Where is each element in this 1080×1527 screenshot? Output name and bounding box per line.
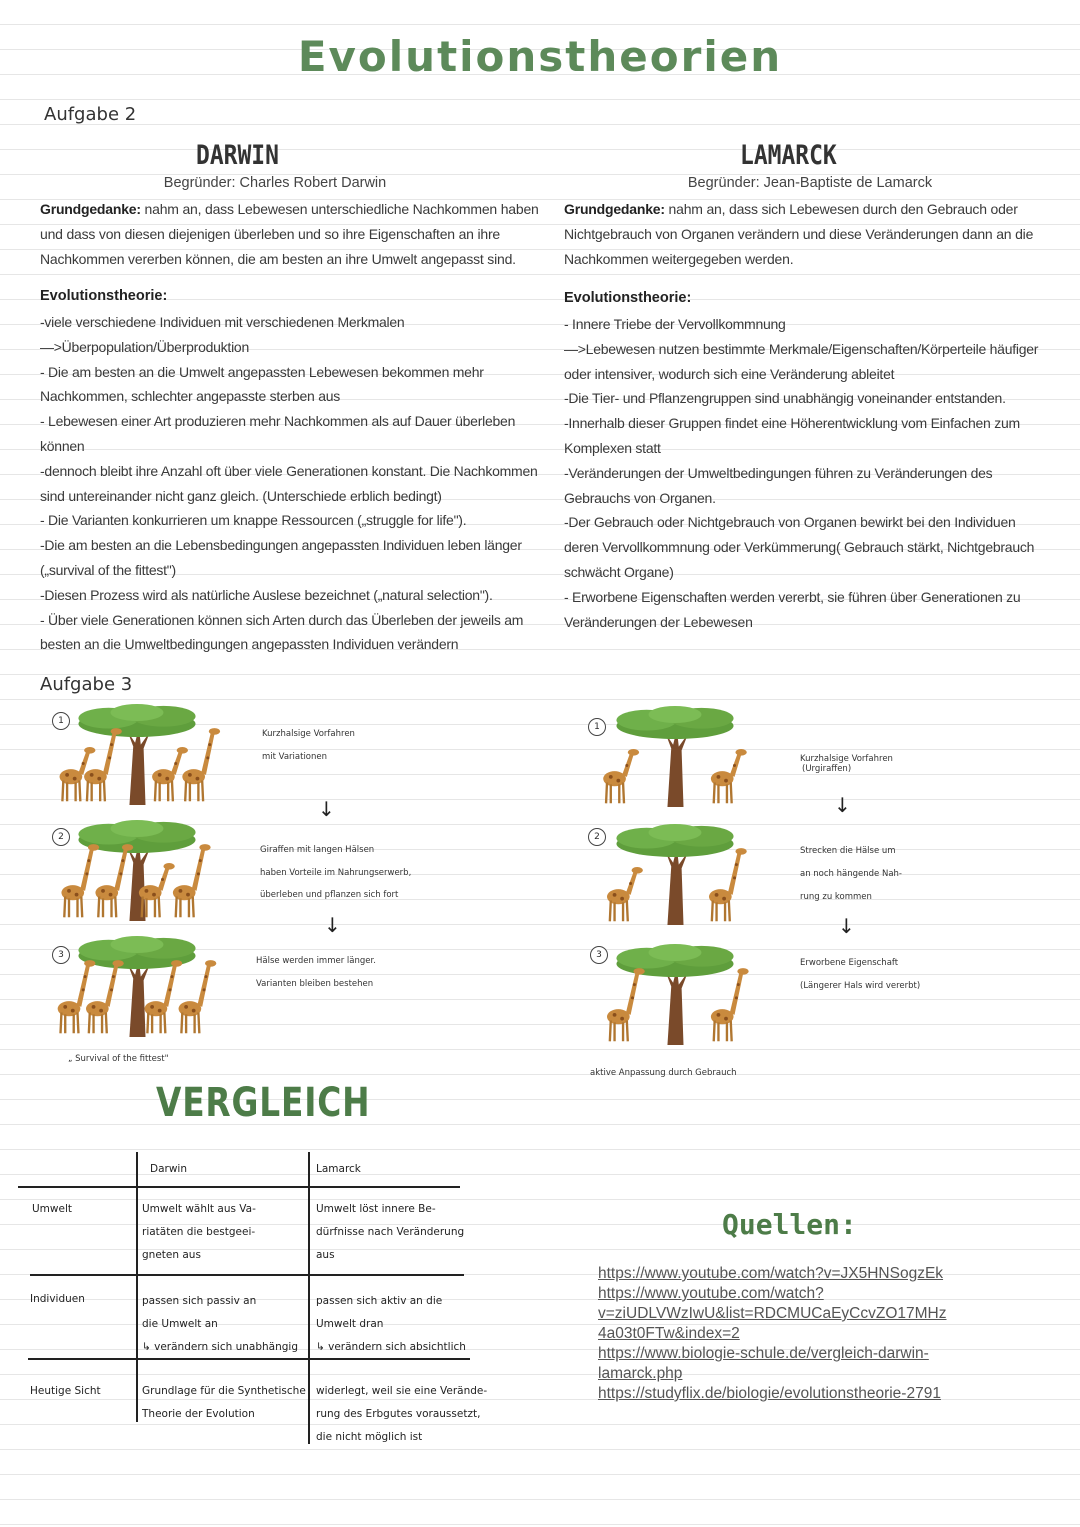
sources-list: [598, 1264, 1038, 1404]
list-item: - Die am besten an die Umwelt angepassten Lebewesen bekommen mehr: [40, 363, 484, 380]
comparison-col-lamarck: Lamarck: [316, 1163, 361, 1175]
comparison-cell: [316, 1380, 487, 1449]
lamarck-note-1-line: (Urgiraffen): [802, 764, 852, 774]
page-title: Evolutionstheorien: [297, 32, 783, 81]
darwin-grundgedanke-label: Grundgedanke:: [40, 201, 141, 217]
arrow-down-icon: ↓: [834, 793, 851, 817]
comparison-cell-line: widerlegt, weil sie eine Verände-: [316, 1385, 488, 1397]
comparison-cell-line: die nicht möglich ist: [316, 1431, 423, 1443]
comparison-cell-line: Umwelt dran: [316, 1318, 384, 1330]
list-item: -dennoch bleibt ihre Anzahl oft über viele Generationen konstant. Die Nachkommen: [40, 462, 538, 479]
list-item: können: [40, 437, 85, 454]
comparison-cell: [142, 1198, 256, 1267]
list-item: -Diesen Prozess wird als natürliche Auslese bezeichnet („natural selection").: [40, 586, 493, 603]
task-3-label: Aufgabe 3: [40, 674, 133, 695]
lamarck-stage-3-illustration: [590, 940, 760, 1050]
list-item: - Die Varianten konkurrieren um knappe Ressourcen („struggle for life").: [40, 512, 467, 529]
list-item: sind untereinander nicht ganz gleich. (Unterschiede erblich bedingt): [40, 487, 442, 504]
list-item: —>Überpopulation/Überproduktion: [40, 338, 249, 355]
comparison-cell-line: Grundlage für die Synthetische: [142, 1385, 306, 1397]
lamarck-diagram-caption: aktive Anpassung durch Gebrauch: [590, 1068, 737, 1078]
list-item: besten an die Umweltbedingungen angepassten Individuen verändern: [40, 636, 459, 653]
list-item: oder intensiver, wodurch sich eine Veränderung ableitet: [564, 365, 895, 382]
comparison-cell: [316, 1290, 466, 1359]
source-link[interactable]: v=ziUDLVWzIwU&list=RDCMUCaEyCcvZO17MHz: [598, 1305, 947, 1322]
comparison-row-label: Individuen: [30, 1293, 85, 1305]
darwin-note-3-line: Varianten bleiben bestehen: [256, 979, 374, 989]
darwin-note-1-line: Kurzhalsige Vorfahren: [262, 729, 355, 739]
darwin-note-2-line: haben Vorteile im Nahrungserwerb,: [260, 868, 412, 878]
darwin-diagram-caption: „ Survival of the fittest": [68, 1054, 169, 1064]
source-link[interactable]: https://www.youtube.com/watch?: [598, 1285, 824, 1302]
comparison-cell-line: rung des Erbgutes voraussetzt,: [316, 1408, 481, 1420]
darwin-stage-1-number: 1: [52, 712, 70, 730]
list-item: - Innere Triebe der Vervollkommnung: [564, 316, 786, 332]
table-vertical-line: [308, 1152, 310, 1444]
comparison-cell-line: Umwelt wählt aus Va-: [142, 1203, 256, 1215]
lamarck-theory-heading: Evolutionstheorie:: [564, 290, 692, 306]
list-item: - Über viele Generationen können sich Arten durch das Überleben der jeweils am: [40, 611, 524, 628]
comparison-row-label: Umwelt: [32, 1203, 72, 1215]
sources-heading: Quellen:: [722, 1208, 857, 1241]
comparison-cell-line: ↳ verändern sich absichtlich: [316, 1341, 466, 1353]
lamarck-note-2-line: an noch hängende Nah-: [800, 869, 902, 879]
table-vertical-line: [136, 1152, 138, 1422]
list-item: - Lebewesen einer Art produzieren mehr Nachkommen als auf Dauer überleben: [40, 413, 516, 430]
lamarck-note-2-line: rung zu kommen: [800, 892, 872, 902]
list-item: Gebrauchs von Organen.: [564, 489, 716, 506]
list-item: -Der Gebrauch oder Nichtgebrauch von Organen bewirkt bei den Individuen: [564, 514, 1016, 531]
darwin-note-1-line: mit Variationen: [262, 752, 328, 762]
darwin-grundgedanke: [40, 197, 540, 272]
source-link[interactable]: 4a03t0FTw&index=2: [598, 1325, 740, 1342]
comparison-cell-line: passen sich aktiv an die: [316, 1295, 443, 1307]
darwin-grundgedanke-line: Nachkommen vererben können, die am besten an ihre Umwelt angepasst sind.: [40, 251, 516, 267]
list-item: -Innerhalb dieser Gruppen findet eine Höherentwicklung vom Einfachen zum: [564, 415, 1020, 432]
lamarck-grundgedanke: [564, 197, 1054, 272]
comparison-cell: [142, 1290, 298, 1359]
darwin-theory-heading: Evolutionstheorie:: [40, 288, 168, 304]
comparison-cell-line: passen sich passiv an: [142, 1295, 257, 1307]
darwin-grundgedanke-line: nahm an, dass Lebewesen unterschiedliche Nachkommen haben: [140, 201, 539, 217]
arrow-down-icon: ↓: [318, 797, 335, 821]
list-item: („survival of the fittest"): [40, 561, 176, 578]
comparison-cell-line: gneten aus: [142, 1249, 201, 1261]
list-item: -Veränderungen der Umweltbedingungen führen zu Veränderungen des: [564, 464, 993, 481]
darwin-stage-3-illustration: [52, 932, 222, 1042]
comparison-cell: [316, 1198, 464, 1267]
lamarck-note-3-line: (Längerer Hals wird vererbt): [800, 981, 921, 991]
list-item: —>Lebewesen nutzen bestimmte Merkmale/Eigenschaften/Körperteile häufiger: [564, 340, 1039, 357]
comparison-row-label: Heutige Sicht: [30, 1385, 101, 1397]
lamarck-note-3-line: Erworbene Eigenschaft: [800, 958, 899, 968]
list-item: schwächt Organe): [564, 563, 674, 580]
comparison-cell-line: die Umwelt an: [142, 1318, 218, 1330]
list-item: - Erworbene Eigenschaften werden vererbt, sie führen über Generationen zu: [564, 588, 1021, 605]
lamarck-grundgedanke-line: Nichtgebrauch von Organen verändern und diese Veränderungen dann an die: [564, 226, 1034, 242]
lamarck-note-2-line: Strecken die Hälse um: [800, 846, 896, 856]
list-item: deren Vervollkommnung oder Verkümmerung( Gebrauch stärkt, Nichtgebrauch: [564, 539, 1035, 556]
lamarck-grundgedanke-label: Grundgedanke:: [564, 201, 665, 217]
darwin-note-2-line: Giraffen mit langen Hälsen: [260, 845, 375, 855]
lamarck-grundgedanke-line: nahm an, dass sich Lebewesen durch den Gebrauch oder: [664, 201, 1018, 217]
comparison-cell-line: aus: [316, 1249, 335, 1261]
comparison-cell-line: ↳ verändern sich unabhängig: [142, 1341, 299, 1353]
lamarck-founder: Begründer: Jean-Baptiste de Lamarck: [687, 175, 933, 191]
list-item: -Die Tier- und Pflanzengruppen sind unabhängig voneinander entstanden.: [564, 390, 1006, 407]
darwin-heading: DARWIN: [196, 140, 279, 171]
comparison-heading: VERGLEICH: [156, 1080, 371, 1126]
list-item: Nachkommen, schlechter angepasste sterben aus: [40, 388, 341, 405]
lamarck-heading: LAMARCK: [740, 140, 837, 171]
lamarck-stage-2-illustration: [590, 820, 760, 930]
list-item: Komplexen statt: [564, 439, 661, 456]
source-link[interactable]: https://www.biologie-schule.de/vergleich-darwin-: [598, 1345, 929, 1362]
lamarck-stage-1-illustration: [590, 702, 760, 812]
lamarck-stage-1-number: 1: [588, 718, 606, 736]
darwin-stage-2-number: 2: [52, 828, 70, 846]
comparison-cell: [142, 1380, 306, 1426]
list-item: -viele verschiedene Individuen mit verschiedenen Merkmalen: [40, 314, 405, 330]
table-horizontal-line: [18, 1186, 460, 1188]
darwin-stage-2-illustration: [52, 816, 222, 926]
arrow-down-icon: ↓: [838, 914, 855, 938]
list-item: Veränderungen der Lebewesen: [564, 613, 753, 630]
comparison-cell-line: Theorie der Evolution: [142, 1408, 255, 1420]
lamarck-grundgedanke-line: Nachkommen weitergegeben werden.: [564, 251, 794, 267]
table-horizontal-line: [30, 1274, 464, 1276]
lamarck-note-1-line: Kurzhalsige Vorfahren: [800, 754, 893, 764]
darwin-stage-1-illustration: [52, 700, 222, 810]
darwin-grundgedanke-line: und dass von diesen diejenigen überleben und so ihre Eigenschaften an ihre: [40, 226, 500, 242]
comparison-cell-line: Umwelt löst innere Be-: [316, 1203, 436, 1215]
source-link[interactable]: https://www.youtube.com/watch?v=JX5HNSogzEk: [598, 1265, 944, 1282]
lamarck-stage-3-number: 3: [590, 946, 608, 964]
lamarck-stage-2-number: 2: [588, 828, 606, 846]
task-2-label: Aufgabe 2: [44, 104, 137, 125]
comparison-cell-line: riatäten die bestgeei-: [142, 1226, 256, 1238]
source-link[interactable]: https://studyflix.de/biologie/evolutionstheorie-2791: [598, 1385, 941, 1402]
darwin-note-2-line: überleben und pflanzen sich fort: [260, 890, 399, 900]
lamarck-theory-list: [564, 312, 1054, 634]
arrow-down-icon: ↓: [324, 913, 341, 937]
comparison-cell-line: dürfnisse nach Veränderung: [316, 1226, 465, 1238]
darwin-theory-list: [40, 310, 540, 657]
darwin-note-3-line: Hälse werden immer länger.: [256, 956, 376, 966]
list-item: -Die am besten an die Lebensbedingungen angepassten Individuen leben länger: [40, 537, 522, 554]
darwin-founder: Begründer: Charles Robert Darwin: [163, 175, 387, 191]
darwin-stage-3-number: 3: [52, 946, 70, 964]
comparison-col-darwin: Darwin: [150, 1163, 187, 1175]
source-link[interactable]: lamarck.php: [598, 1365, 683, 1382]
